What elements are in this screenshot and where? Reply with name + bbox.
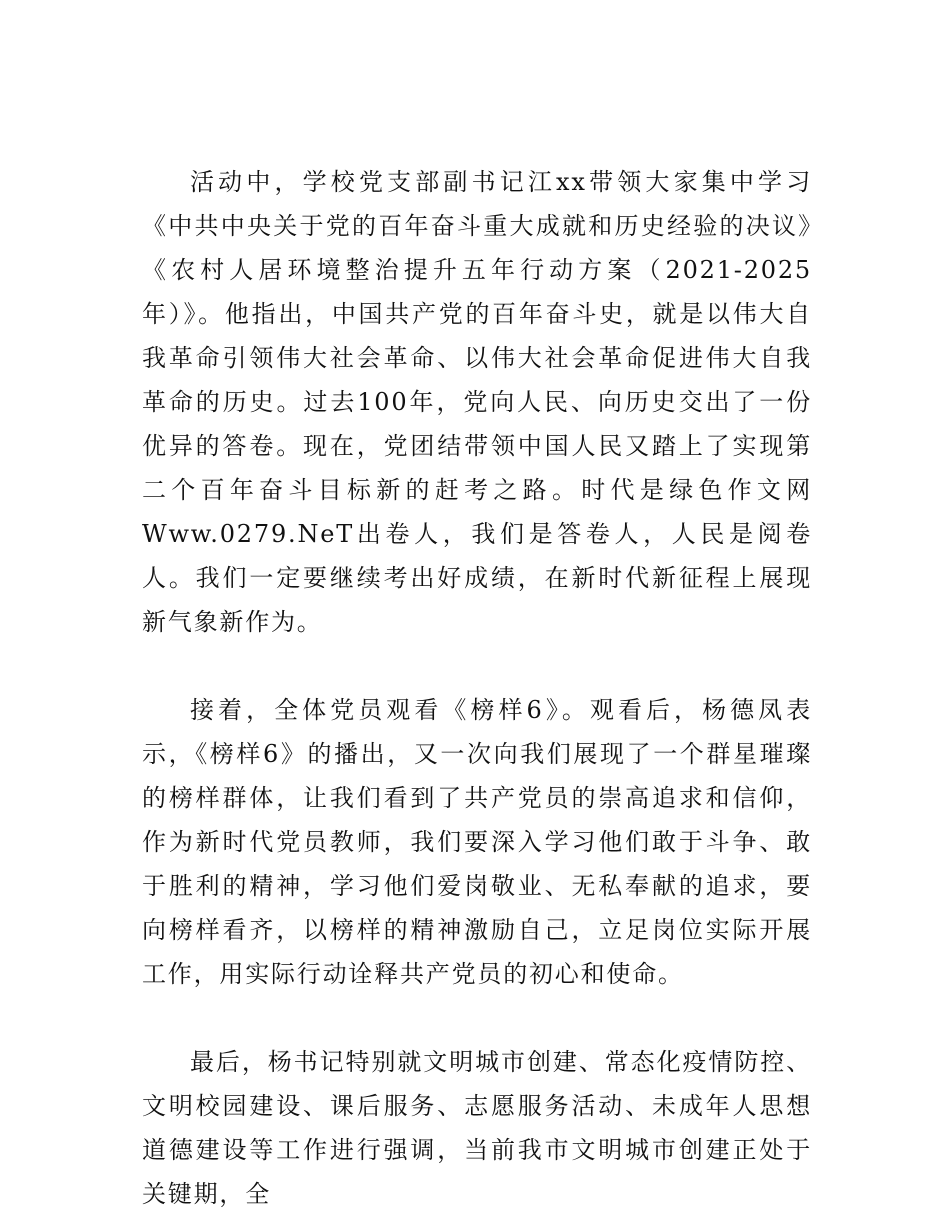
document-body bbox=[142, 160, 812, 1216]
paragraph-role-model-viewing: 接着，全体党员观看《榜样6》。观看后，杨德凤表示，《榜样6》的播出，又一次向我们展现了一个群星璀璨的榜样群体，让我们看到了共产党员的崇高追求和信仰，作为新时代党员教师，我们要深入学习他们敢于斗争、敢于胜利的精神，学习他们爱岗敬业、无私奉献的追求，要向榜样看齐，以榜样的精神激励自己，立足岗位实际开展工作，用实际行动诠释共产党员的初心和使命。 bbox=[142, 696, 812, 988]
paragraph-study-session: 活动中，学校党支部副书记江xx带领大家集中学习《中共中央关于党的百年奋斗重大成就和历史经验的决议》《农村人居环境整治提升五年行动方案（2021-2025年）》。他指出，中国共产党的百年奋斗史，就是以伟大自我革命引领伟大社会革命、以伟大社会革命促进伟大自我革命的历史。过去100年，党向人民、向历史交出了一份优异的答卷。现在，党团结带领中国人民又踏上了实现第二个百年奋斗目标新的赶考之路。时代是绿色作文网Www.0279.NeT出卷人，我们是答卷人，人民是阅卷人。我们一定要继续考出好成绩，在新时代新征程上展现新气象新作为。 bbox=[142, 168, 812, 636]
paragraph-closing-remarks: 最后，杨书记特别就文明城市创建、常态化疫情防控、文明校园建设、课后服务、志愿服务活动、未成年人思想道德建设等工作进行强调，当前我市文明城市创建正处于关键期，全 bbox=[142, 1048, 812, 1208]
